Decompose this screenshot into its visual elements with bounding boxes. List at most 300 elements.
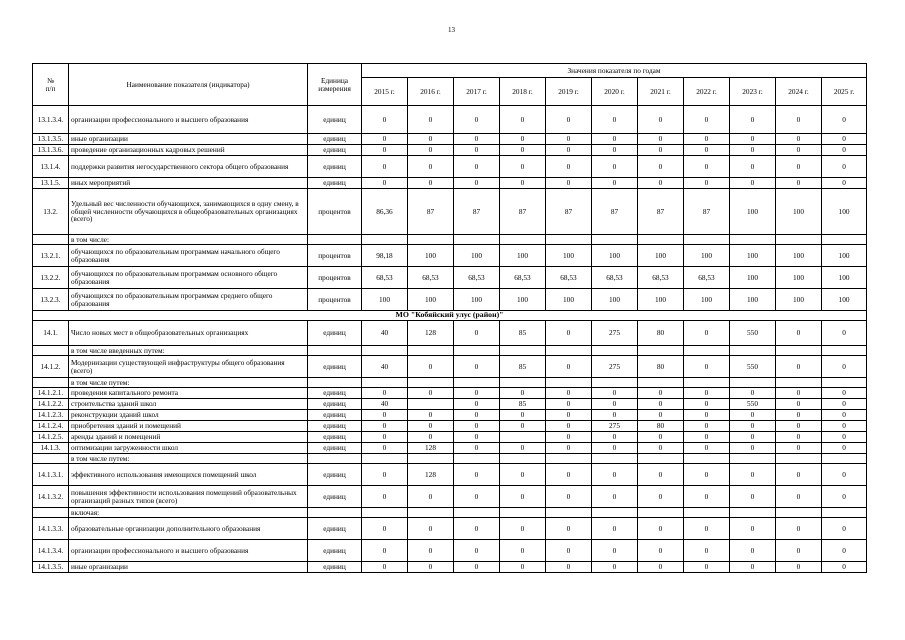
value-cell: 0 (454, 134, 500, 145)
indicator-name: в том числе: (69, 235, 308, 245)
value-cell (408, 508, 454, 518)
indicator-name: обучающихся по образовательным программам основного общего образования (69, 267, 308, 289)
table-row (33, 388, 867, 399)
value-cell: 0 (684, 410, 730, 421)
value-cell: 0 (592, 178, 638, 189)
value-cell (546, 454, 592, 464)
value-cell: 0 (362, 464, 408, 486)
value-cell: 0 (546, 145, 592, 156)
value-cell: 0 (592, 388, 638, 399)
value-cell: 0 (776, 410, 822, 421)
value-cell: 0 (730, 106, 776, 134)
value-cell: 0 (730, 410, 776, 421)
value-cell: 275 (592, 321, 638, 346)
row-number: 13.1.3.5. (33, 134, 69, 145)
value-cell: 0 (408, 486, 454, 508)
value-cell: 0 (592, 486, 638, 508)
row-number: 14.1.3.1. (33, 464, 69, 486)
indicator-name: обучающихся по образовательным программам среднего общего образования (69, 289, 308, 311)
value-cell: 0 (546, 356, 592, 378)
value-cell: 0 (776, 106, 822, 134)
value-cell: 100 (822, 267, 867, 289)
value-cell: 0 (822, 421, 867, 432)
value-cell: 0 (454, 156, 500, 178)
value-cell: 0 (776, 145, 822, 156)
indicator-name: проведение организационных кадровых решений (69, 145, 308, 156)
value-cell: 0 (408, 421, 454, 432)
value-cell: 0 (776, 399, 822, 410)
unit: единиц (308, 562, 362, 573)
value-cell: 0 (454, 464, 500, 486)
value-cell: 40 (362, 356, 408, 378)
value-cell: 0 (822, 388, 867, 399)
header-year: 2022 г. (684, 78, 730, 106)
value-cell: 0 (684, 486, 730, 508)
row-number (33, 378, 69, 388)
value-cell: 0 (822, 486, 867, 508)
row-number: 13.2.3. (33, 289, 69, 311)
value-cell (730, 508, 776, 518)
value-cell: 0 (454, 486, 500, 508)
table-row (33, 508, 867, 518)
value-cell: 0 (362, 421, 408, 432)
value-cell: 100 (454, 289, 500, 311)
row-number: 14.1.2.1. (33, 388, 69, 399)
value-cell: 80 (638, 421, 684, 432)
value-cell (638, 346, 684, 356)
value-cell: 0 (730, 540, 776, 562)
value-cell: 100 (822, 189, 867, 235)
unit: процентов (308, 245, 362, 267)
value-cell (730, 454, 776, 464)
value-cell (362, 454, 408, 464)
unit: единиц (308, 486, 362, 508)
value-cell: 0 (546, 464, 592, 486)
value-cell: 0 (454, 540, 500, 562)
value-cell (362, 378, 408, 388)
value-cell: 0 (454, 432, 500, 443)
value-cell: 68,53 (362, 267, 408, 289)
unit: единиц (308, 321, 362, 346)
unit: процентов (308, 267, 362, 289)
value-cell: 80 (638, 356, 684, 378)
indicator-name: иные организации (69, 134, 308, 145)
value-cell: 128 (408, 464, 454, 486)
value-cell: 80 (638, 321, 684, 346)
table-row (33, 189, 867, 235)
value-cell (822, 508, 867, 518)
value-cell (822, 454, 867, 464)
table-row (33, 178, 867, 189)
value-cell: 0 (684, 399, 730, 410)
value-cell (822, 378, 867, 388)
header-unit: Единица измерения (308, 64, 362, 106)
table-row (33, 518, 867, 540)
value-cell: 87 (454, 189, 500, 235)
value-cell (776, 235, 822, 245)
value-cell: 0 (684, 518, 730, 540)
value-cell: 0 (362, 540, 408, 562)
value-cell: 100 (684, 289, 730, 311)
table-row (33, 421, 867, 432)
value-cell (822, 235, 867, 245)
value-cell: 0 (730, 134, 776, 145)
value-cell: 0 (684, 421, 730, 432)
value-cell: 0 (730, 443, 776, 454)
value-cell: 0 (362, 134, 408, 145)
value-cell: 100 (638, 289, 684, 311)
value-cell: 0 (592, 156, 638, 178)
value-cell (546, 508, 592, 518)
row-number: 13.2.2. (33, 267, 69, 289)
value-cell: 100 (730, 245, 776, 267)
table-row (33, 311, 867, 321)
indicator-name: в том числе путем: (69, 454, 308, 464)
value-cell: 0 (362, 443, 408, 454)
row-number: 14.1.2. (33, 356, 69, 378)
value-cell (776, 454, 822, 464)
value-cell: 0 (684, 106, 730, 134)
table-row (33, 106, 867, 134)
indicator-name: организации профессионального и высшего образования (69, 106, 308, 134)
value-cell: 85 (500, 399, 546, 410)
table-row (33, 399, 867, 410)
value-cell: 0 (592, 106, 638, 134)
value-cell (362, 508, 408, 518)
value-cell: 0 (776, 432, 822, 443)
value-cell: 0 (684, 321, 730, 346)
table-row (33, 289, 867, 311)
value-cell: 100 (454, 245, 500, 267)
value-cell (546, 235, 592, 245)
unit (308, 378, 362, 388)
value-cell: 0 (408, 356, 454, 378)
value-cell: 0 (454, 410, 500, 421)
value-cell: 0 (730, 145, 776, 156)
value-cell: 0 (454, 421, 500, 432)
value-cell (408, 346, 454, 356)
value-cell: 0 (822, 178, 867, 189)
value-cell: 0 (500, 443, 546, 454)
value-cell: 0 (500, 145, 546, 156)
value-cell: 0 (362, 178, 408, 189)
row-number (33, 235, 69, 245)
indicator-name: приобретения зданий и помещений (69, 421, 308, 432)
value-cell (500, 454, 546, 464)
value-cell: 0 (684, 145, 730, 156)
value-cell: 100 (822, 289, 867, 311)
value-cell: 0 (454, 388, 500, 399)
value-cell: 0 (776, 562, 822, 573)
value-cell: 0 (684, 134, 730, 145)
unit (308, 508, 362, 518)
value-cell: 0 (546, 562, 592, 573)
value-cell: 0 (454, 399, 500, 410)
value-cell (454, 346, 500, 356)
header-year: 2024 г. (776, 78, 822, 106)
value-cell (684, 454, 730, 464)
unit: единиц (308, 156, 362, 178)
value-cell (592, 235, 638, 245)
value-cell (408, 454, 454, 464)
row-number: 14.1. (33, 321, 69, 346)
indicator-name: Число новых мест в общеобразовательных организациях (69, 321, 308, 346)
table-row (33, 145, 867, 156)
value-cell: 40 (362, 399, 408, 410)
value-cell: 87 (684, 189, 730, 235)
row-number: 13.1.3.4. (33, 106, 69, 134)
value-cell: 0 (362, 145, 408, 156)
value-cell (500, 432, 546, 443)
value-cell: 0 (822, 518, 867, 540)
value-cell: 0 (776, 388, 822, 399)
value-cell: 0 (638, 562, 684, 573)
value-cell: 0 (408, 410, 454, 421)
row-number: 14.1.2.4. (33, 421, 69, 432)
value-cell: 100 (776, 189, 822, 235)
value-cell: 0 (362, 518, 408, 540)
value-cell: 0 (500, 106, 546, 134)
unit: единиц (308, 145, 362, 156)
row-number: 13.2. (33, 189, 69, 235)
value-cell: 68,53 (638, 267, 684, 289)
value-cell (362, 346, 408, 356)
value-cell (546, 346, 592, 356)
value-cell: 0 (638, 432, 684, 443)
value-cell: 0 (822, 443, 867, 454)
indicator-name: эффективного использования имеющихся помещений школ (69, 464, 308, 486)
value-cell: 100 (546, 245, 592, 267)
value-cell (776, 378, 822, 388)
indicator-name: проведения капитального ремонта (69, 388, 308, 399)
header-year: 2025 г. (822, 78, 867, 106)
value-cell: 68,53 (546, 267, 592, 289)
row-number: 14.1.2.2. (33, 399, 69, 410)
value-cell: 100 (592, 289, 638, 311)
row-number: 14.1.3.3. (33, 518, 69, 540)
table-row (33, 378, 867, 388)
indicator-name: поддержки развития негосударственного сектора общего образования (69, 156, 308, 178)
value-cell: 0 (500, 540, 546, 562)
indicator-name: иных мероприятий (69, 178, 308, 189)
unit: единиц (308, 106, 362, 134)
indicator-name: обучающихся по образовательным программам начального общего образования (69, 245, 308, 267)
value-cell: 0 (638, 443, 684, 454)
value-cell: 0 (822, 399, 867, 410)
unit: единиц (308, 518, 362, 540)
table-row (33, 464, 867, 486)
indicators-table (32, 63, 867, 573)
value-cell: 0 (638, 156, 684, 178)
table-row (33, 410, 867, 421)
table-row (33, 540, 867, 562)
value-cell: 100 (730, 267, 776, 289)
value-cell: 100 (500, 245, 546, 267)
header-year: 2015 г. (362, 78, 408, 106)
indicator-name: строительства зданий школ (69, 399, 308, 410)
header-year: 2021 г. (638, 78, 684, 106)
value-cell (592, 454, 638, 464)
row-number: 14.1.3.2. (33, 486, 69, 508)
value-cell: 0 (638, 178, 684, 189)
value-cell: 68,53 (592, 267, 638, 289)
row-number: 14.1.3.5. (33, 562, 69, 573)
value-cell: 0 (776, 156, 822, 178)
value-cell: 0 (730, 562, 776, 573)
value-cell: 0 (638, 145, 684, 156)
value-cell: 0 (362, 432, 408, 443)
row-number (33, 346, 69, 356)
value-cell: 0 (776, 421, 822, 432)
indicator-name: образовательные организации дополнительного образования (69, 518, 308, 540)
value-cell: 0 (638, 399, 684, 410)
value-cell: 0 (592, 540, 638, 562)
value-cell: 0 (638, 410, 684, 421)
value-cell: 0 (638, 486, 684, 508)
value-cell: 0 (822, 410, 867, 421)
value-cell: 0 (500, 388, 546, 399)
value-cell: 0 (776, 443, 822, 454)
indicator-name: аренды зданий и помещений (69, 432, 308, 443)
row-number (33, 454, 69, 464)
value-cell: 0 (592, 399, 638, 410)
value-cell: 0 (684, 178, 730, 189)
value-cell: 0 (454, 178, 500, 189)
value-cell: 100 (776, 245, 822, 267)
value-cell: 0 (500, 410, 546, 421)
value-cell (454, 378, 500, 388)
row-number: 13.1.3.6. (33, 145, 69, 156)
value-cell: 40 (362, 321, 408, 346)
value-cell: 0 (730, 486, 776, 508)
table-row (33, 432, 867, 443)
value-cell: 0 (822, 134, 867, 145)
table-row (33, 443, 867, 454)
value-cell: 0 (822, 540, 867, 562)
value-cell (408, 235, 454, 245)
table-row (33, 486, 867, 508)
value-cell: 98,18 (362, 245, 408, 267)
value-cell: 0 (592, 134, 638, 145)
unit: процентов (308, 189, 362, 235)
header-values-group: Значения показателя по годам (362, 64, 867, 78)
value-cell: 0 (730, 432, 776, 443)
value-cell: 0 (822, 464, 867, 486)
value-cell: 128 (408, 321, 454, 346)
value-cell: 0 (408, 134, 454, 145)
unit: единиц (308, 399, 362, 410)
value-cell: 0 (592, 562, 638, 573)
value-cell (684, 508, 730, 518)
value-cell: 0 (822, 321, 867, 346)
value-cell: 0 (776, 134, 822, 145)
value-cell: 0 (500, 464, 546, 486)
table-row (33, 454, 867, 464)
value-cell: 85 (500, 356, 546, 378)
value-cell: 0 (546, 518, 592, 540)
value-cell: 100 (776, 267, 822, 289)
value-cell: 0 (408, 432, 454, 443)
unit: единиц (308, 388, 362, 399)
value-cell: 87 (546, 189, 592, 235)
value-cell: 0 (408, 178, 454, 189)
row-number: 14.1.3. (33, 443, 69, 454)
unit: единиц (308, 410, 362, 421)
value-cell: 0 (822, 145, 867, 156)
value-cell: 0 (362, 388, 408, 399)
value-cell: 0 (638, 106, 684, 134)
value-cell: 0 (546, 399, 592, 410)
value-cell: 68,53 (500, 267, 546, 289)
header-year: 2017 г. (454, 78, 500, 106)
value-cell: 0 (408, 540, 454, 562)
indicator-name: Модернизации существующей инфраструктуры общего образования (всего) (69, 356, 308, 378)
value-cell (454, 235, 500, 245)
value-cell (500, 378, 546, 388)
table-body (33, 106, 867, 573)
unit: единиц (308, 421, 362, 432)
table-row (33, 267, 867, 289)
value-cell: 0 (546, 106, 592, 134)
value-cell: 0 (822, 562, 867, 573)
value-cell: 100 (730, 189, 776, 235)
unit: единиц (308, 134, 362, 145)
value-cell: 0 (684, 443, 730, 454)
value-cell: 100 (684, 245, 730, 267)
header-year: 2019 г. (546, 78, 592, 106)
value-cell: 0 (546, 432, 592, 443)
value-cell: 0 (500, 421, 546, 432)
value-cell: 0 (592, 518, 638, 540)
value-cell: 0 (546, 156, 592, 178)
value-cell: 100 (500, 289, 546, 311)
value-cell: 0 (730, 421, 776, 432)
value-cell: 0 (638, 134, 684, 145)
value-cell (684, 235, 730, 245)
value-cell: 0 (362, 106, 408, 134)
value-cell (546, 378, 592, 388)
value-cell: 100 (638, 245, 684, 267)
value-cell: 0 (408, 156, 454, 178)
table-row (33, 356, 867, 378)
header-name: Наименование показателя (индикатора) (69, 64, 308, 106)
value-cell: 68,53 (684, 267, 730, 289)
value-cell: 0 (684, 464, 730, 486)
value-cell (730, 235, 776, 245)
value-cell (684, 346, 730, 356)
value-cell: 85 (500, 321, 546, 346)
value-cell: 0 (546, 410, 592, 421)
value-cell (684, 378, 730, 388)
value-cell: 0 (546, 134, 592, 145)
value-cell: 0 (592, 464, 638, 486)
value-cell: 0 (500, 518, 546, 540)
value-cell: 0 (546, 321, 592, 346)
value-cell (776, 346, 822, 356)
value-cell: 0 (684, 432, 730, 443)
value-cell: 0 (776, 178, 822, 189)
value-cell: 0 (822, 356, 867, 378)
table-row (33, 346, 867, 356)
value-cell (408, 399, 454, 410)
header-year: 2016 г. (408, 78, 454, 106)
table-row (33, 134, 867, 145)
value-cell: 100 (776, 289, 822, 311)
value-cell: 0 (684, 388, 730, 399)
value-cell: 68,53 (408, 267, 454, 289)
value-cell: 0 (684, 356, 730, 378)
value-cell: 550 (730, 321, 776, 346)
